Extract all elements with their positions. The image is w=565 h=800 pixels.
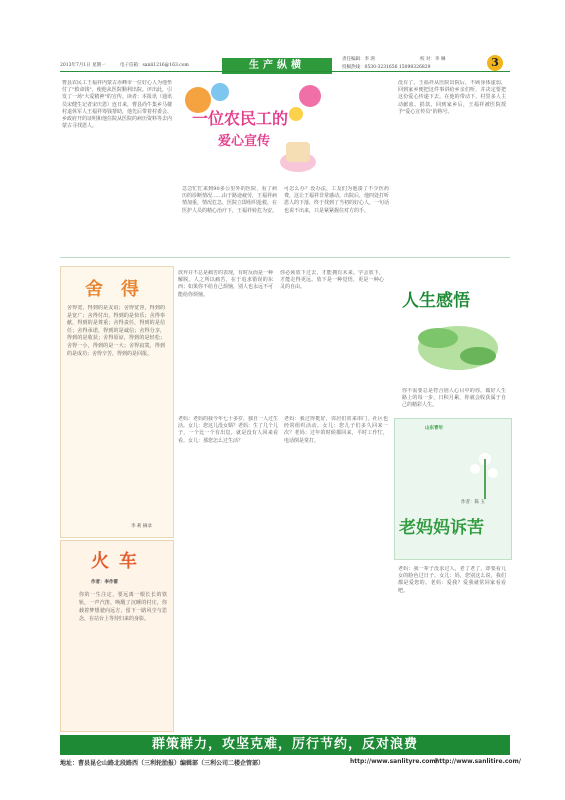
dialogue-col1: 老妈：老妈的我今年七十多岁，独自一人过生活。女儿：您这儿没女婿？老妈：生了几个儿子，一个比一个有出息，就是没有人回来看看。女儿：那您怎么过生活？: [178, 416, 278, 444]
dialogue-col2: 老妈：我过得挺好，邻居们常来串门，社区也经常组织活动。女儿：您儿子们多久回来一次？老妈：过年的时候都回来，平时工作忙，电话倒是常打。: [284, 416, 388, 444]
life-insight-text: 你不需要总是符合别人心目中的你。做好人生路上的每一步，日积月累，你就会收获属于自己的精彩人生。: [402, 388, 506, 409]
issue-date: 2013年7月1日 星期一: [60, 63, 106, 68]
middle-text-col1: 放弃并不总是痛苦的表现，有时反而是一种解脱。人之所以痛苦，在于追求错误的东西；如果你不给自己烦恼，别人也永远不可能给你烦恼。: [178, 270, 273, 298]
life-insight-box: [398, 268, 510, 414]
page-masthead: 生产纵横: [222, 58, 332, 74]
main-article-title-line1: 一位农民工的: [192, 109, 289, 128]
section-divider: [60, 257, 510, 258]
slogan-banner: 群策群力，攻坚克难，厉行节约，反对浪费: [60, 735, 510, 755]
mom-tells-text: 老妈：我一辈子没求过人，老了老了，却要看儿女的脸色过日子。女儿：妈，您别这么说，我们都是爱您的。老妈：爱我？爱我就常回家看看吧。: [398, 566, 506, 594]
train-poem-author: 作者：李作雷: [91, 580, 118, 585]
page-number: 3: [487, 55, 503, 71]
header-hotline: 投稿热线：0530-3231656 15098326829: [342, 65, 431, 70]
poem-author: 李 莉 摘录: [131, 524, 152, 529]
main-article-col1: 曹县农民工王福祥内蒙古赤峰市一位好心人为他垫付了"救命钱"，使他从医院顺利出院。评出此，引发了一场"大爱精神"的宣传。读者：本报讯（通讯员宋健生记者宋庆恩）连日来，曹县尚牛集乡马楼村退休军人王福祥筹钱帮助，他先后带着村委会、乡政府开的证明和他住院从医院的病历资料等去内蒙古寻找恩人。: [62, 80, 172, 130]
main-article-col3: 可怎么办？没办法，工友们为他凑了不少医药费，这让王福祥非常感动。出院后，他四处打听恩人的下落，终于找到了当初的好心人，一句话也说不出来，只是紧紧握住对方的手。: [284, 186, 389, 214]
train-poem-box: [60, 540, 174, 732]
header-rule: [60, 71, 510, 72]
poem-box: [60, 266, 174, 538]
footer: [60, 758, 521, 772]
header-proofreader: 校 对：李 琳: [420, 57, 446, 62]
leaf-illustration: [398, 308, 510, 388]
middle-text-col2: 你必须放下过去，才能拥有未来。学会放下，才能走得更远。放下是一种觉悟，更是一种心灵的自由。: [280, 270, 384, 291]
mom-tells-box: [394, 418, 512, 560]
header-email: 电子信箱：sanli1216@163.com: [120, 63, 189, 68]
mom-tells-column: 山东青年: [425, 426, 443, 431]
train-poem-text: 你的一生注定，要远离一根长长的铁轨，一声汽笛，唤醒了沉睡的村庄，你载着梦想驶向远方，留下一路风尘与思念，在站台上等待归来的身影。: [79, 592, 167, 622]
footer-url2[interactable]: http://www.sanlitire.com/: [435, 758, 521, 765]
mom-tells-title: 老妈妈诉苦: [399, 518, 484, 538]
mom-tells-subtitle: 作者：陈 玉: [461, 500, 485, 505]
main-article-col2: 急急忙忙来到90多公里外的医院，看了病历的诊断情况……由于路途疲劳，王福祥病情加重，情况危急，医院立即组织抢救，在医护人员的精心治疗下，王福祥转危为安。: [182, 186, 277, 214]
life-insight-title: 人生感悟: [402, 291, 470, 311]
poem-text: 舍得宽，得到的是友谊；舍得宽容，得到的是宽广；舍得付出，得到的是快乐；舍得奉献，得到的是尊重；舍得责任，得到的是信任；舍得承诺，得到的是诚信；舍得分享，得到的是收获；舍得原谅，得到的是轻松；舍得一小，得到的是一大；舍得寂寞，得到的是成功；舍得辛苦，得到的是回报。: [67, 305, 165, 357]
flower-illustration: [465, 439, 505, 499]
footer-url1[interactable]: http://www.sanlityre.com/: [350, 758, 438, 765]
footer-address: 地址：曹县昆仑山路北段路西（三利轮胎报）编辑部（三利公司二楼企管部）: [60, 760, 265, 767]
header-editor: 责任编辑：李 鸿: [342, 57, 375, 62]
main-article-title-graphic: [178, 82, 328, 178]
main-article-col4: 没有了。王福祥从医院出院后，不顾身体虚弱，回到家乡便把这件事讲给乡亲们听，并决定要把这份爱心传递下去。在他的带动下，村里多人主动献血、捐款。回到家乡后，王福祥被医院授予"爱心宣传员"的称号。: [398, 80, 506, 115]
poem-title: 舍得: [85, 279, 157, 300]
main-article-title-line2: 爱心宣传: [218, 134, 271, 149]
train-poem-title: 火车: [91, 551, 147, 572]
